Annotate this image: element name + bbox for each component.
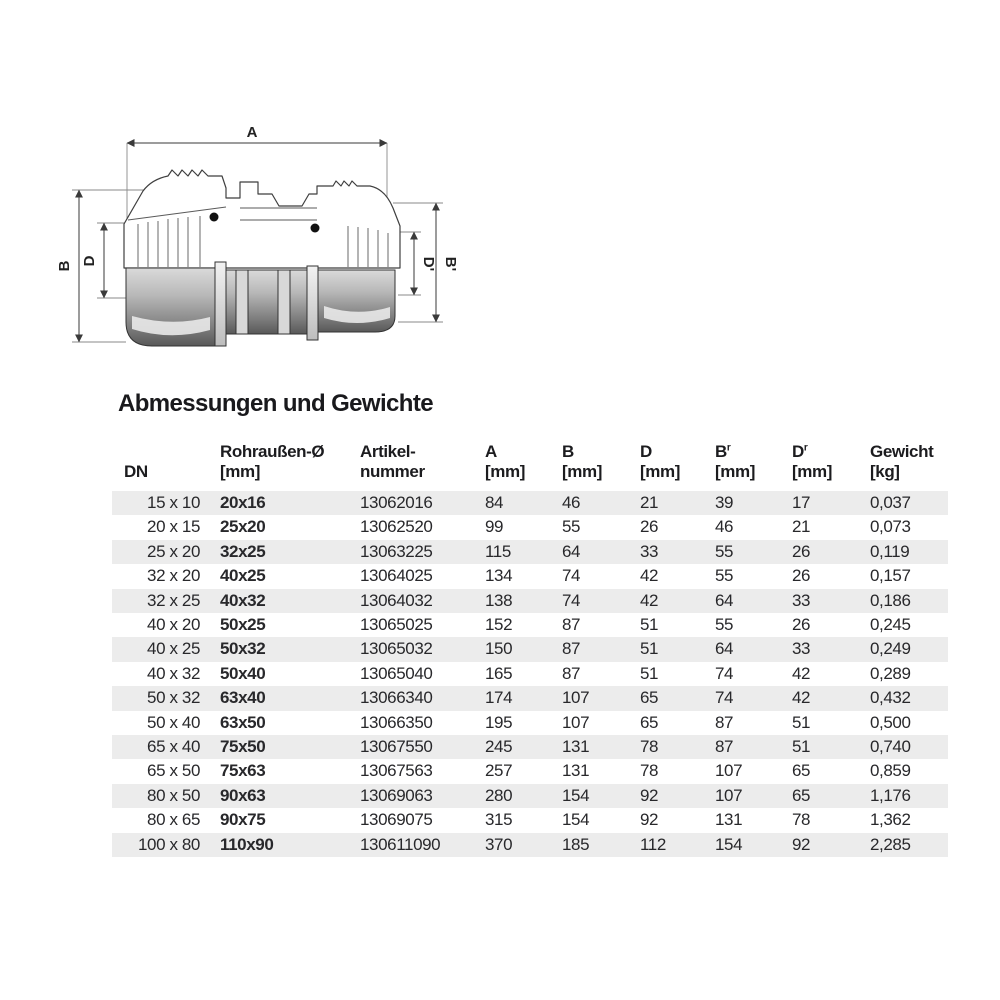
cell-rohraussen-d: 50x40	[220, 663, 266, 683]
dim-label-a: A	[246, 124, 258, 141]
cell-gewicht: 0,249	[870, 639, 911, 659]
cell-b-reduced: 74	[715, 663, 734, 683]
cell-d-reduced: 26	[792, 541, 811, 561]
cell-rohraussen-d: 32x25	[220, 541, 266, 561]
cell-rohraussen-d: 110x90	[220, 834, 274, 854]
table-row	[112, 589, 948, 613]
cell-d: 42	[640, 566, 659, 586]
cell-dn: 40 x 25	[147, 639, 200, 659]
cell-b-reduced: 87	[715, 712, 734, 732]
cell-d: 92	[640, 810, 659, 830]
cell-d: 65	[640, 712, 659, 732]
cell-artikelnummer: 13062016	[360, 493, 433, 512]
col-a: A [mm]	[485, 442, 525, 481]
cell-rohraussen-d: 63x40	[220, 688, 266, 708]
cell-artikelnummer: 130611090	[360, 834, 441, 854]
spec-table-wrap	[112, 442, 948, 857]
cell-a: 99	[485, 517, 504, 537]
dim-label-b-reduced: B'	[442, 256, 459, 272]
cell-dn: 20 x 15	[147, 517, 200, 537]
cell-b-reduced: 74	[715, 688, 734, 708]
cell-d: 21	[640, 493, 659, 512]
cell-gewicht: 0,740	[870, 737, 911, 757]
cell-gewicht: 1,362	[870, 810, 911, 830]
cell-rohraussen-d: 40x32	[220, 590, 266, 610]
cell-dn: 40 x 32	[147, 663, 200, 683]
cell-d-reduced: 92	[792, 834, 811, 854]
cell-a: 84	[485, 493, 504, 512]
table-row	[112, 564, 948, 588]
cell-d-reduced: 26	[792, 566, 811, 586]
table-row	[112, 711, 948, 735]
cell-gewicht: 0,037	[870, 493, 911, 512]
cell-artikelnummer: 13065040	[360, 663, 433, 683]
table-row	[112, 784, 948, 808]
cell-a: 245	[485, 737, 513, 757]
cell-a: 315	[485, 810, 513, 830]
table-row	[112, 662, 948, 686]
cell-dn: 65 x 50	[147, 761, 200, 781]
col-dn: DN	[124, 462, 148, 481]
cell-rohraussen-d: 20x16	[220, 493, 266, 512]
col-artikelnummer: Artikel- nummer	[360, 442, 425, 481]
col-d: D [mm]	[640, 442, 680, 481]
coupling-cross-section	[124, 170, 400, 268]
cell-a: 134	[485, 566, 513, 586]
o-ring-right	[311, 224, 320, 233]
cell-a: 152	[485, 615, 513, 635]
cell-a: 195	[485, 712, 513, 732]
cell-b: 87	[562, 639, 581, 659]
col-b-reduced: $B^r$ [mm]	[715, 442, 755, 481]
cell-rohraussen-d: 25x20	[220, 517, 266, 537]
cell-dn: 65 x 40	[147, 737, 200, 757]
cell-a: 257	[485, 761, 513, 781]
spec-table	[112, 442, 948, 857]
table-row	[112, 833, 948, 857]
cell-rohraussen-d: 50x25	[220, 615, 266, 635]
cell-gewicht: 0,157	[870, 566, 911, 586]
cell-b: 107	[562, 688, 590, 708]
coupling-solid-half	[126, 262, 395, 346]
cell-a: 165	[485, 663, 513, 683]
col-d-reduced: $D^r$ [mm]	[792, 442, 832, 481]
col-rohraussen-d: Rohraußen-Ø [mm]	[220, 442, 325, 481]
cell-dn: 32 x 20	[147, 566, 200, 586]
cell-b: 55	[562, 517, 581, 537]
col-gewicht: Gewicht [kg]	[870, 442, 934, 481]
cell-dn: 15 x 10	[147, 493, 200, 512]
cell-b-reduced: 64	[715, 590, 734, 610]
col-b: B [mm]	[562, 442, 602, 481]
cell-a: 370	[485, 834, 513, 854]
cell-dn: 80 x 65	[147, 810, 200, 830]
table-row	[112, 515, 948, 539]
cell-b: 154	[562, 810, 590, 830]
cell-d-reduced: 17	[792, 493, 811, 512]
cell-d: 78	[640, 761, 659, 781]
section-title: Abmessungen und Gewichte	[118, 390, 433, 417]
cell-d: 65	[640, 688, 659, 708]
cell-d-reduced: 42	[792, 663, 811, 683]
cell-b-reduced: 55	[715, 615, 734, 635]
technical-drawing	[52, 120, 478, 382]
cell-b-reduced: 39	[715, 493, 734, 512]
cell-a: 150	[485, 639, 513, 659]
cell-d: 112	[640, 834, 666, 854]
cell-gewicht: 0,186	[870, 590, 911, 610]
dim-label-d-reduced: D'	[420, 256, 437, 272]
cell-b: 74	[562, 590, 581, 610]
cell-a: 280	[485, 785, 513, 805]
cell-d-reduced: 65	[792, 785, 811, 805]
cell-b-reduced: 46	[715, 517, 734, 537]
cell-b: 107	[562, 712, 590, 732]
cell-artikelnummer: 13069063	[360, 785, 433, 805]
cell-b: 46	[562, 493, 581, 512]
cell-artikelnummer: 13066350	[360, 712, 433, 732]
cell-gewicht: 0,073	[870, 517, 911, 537]
cell-b-reduced: 107	[715, 761, 743, 781]
cell-gewicht: 0,289	[870, 663, 911, 683]
cell-d: 33	[640, 541, 659, 561]
cell-b: 154	[562, 785, 590, 805]
cell-b-reduced: 55	[715, 566, 734, 586]
cell-b: 131	[562, 761, 590, 781]
cell-d-reduced: 65	[792, 761, 811, 781]
table-row	[112, 540, 948, 564]
cell-b-reduced: 107	[715, 785, 743, 805]
cell-d: 51	[640, 663, 659, 683]
cell-b-reduced: 154	[715, 834, 743, 854]
table-row	[112, 808, 948, 832]
dim-label-b: B	[56, 260, 73, 272]
cell-dn: 50 x 40	[147, 712, 200, 732]
cell-b-reduced: 64	[715, 639, 734, 659]
table-row	[112, 686, 948, 710]
cell-a: 174	[485, 688, 513, 708]
cell-d-reduced: 78	[792, 810, 811, 830]
cell-artikelnummer: 13064032	[360, 590, 433, 610]
header-row	[112, 442, 948, 491]
cell-artikelnummer: 13069075	[360, 810, 433, 830]
cell-d-reduced: 33	[792, 590, 811, 610]
cell-d: 92	[640, 785, 659, 805]
cell-d-reduced: 51	[792, 712, 811, 732]
cell-d: 51	[640, 639, 659, 659]
cell-b: 87	[562, 663, 581, 683]
cell-rohraussen-d: 63x50	[220, 712, 266, 732]
cell-d-reduced: 33	[792, 639, 811, 659]
table-row	[112, 613, 948, 637]
cell-dn: 100 x 80	[137, 834, 200, 854]
cell-artikelnummer: 13067550	[360, 737, 433, 757]
cell-rohraussen-d: 40x25	[220, 566, 266, 586]
cell-gewicht: 0,500	[870, 712, 911, 732]
table-row	[112, 759, 948, 783]
cell-artikelnummer: 13066340	[360, 688, 433, 708]
cell-artikelnummer: 13064025	[360, 566, 433, 586]
cell-b: 185	[562, 834, 590, 854]
cell-b-reduced: 87	[715, 737, 734, 757]
cell-dn: 50 x 32	[147, 688, 200, 708]
cell-rohraussen-d: 90x63	[220, 785, 266, 805]
table-body	[112, 491, 948, 857]
cell-d: 42	[640, 590, 659, 610]
table-row	[112, 637, 948, 661]
cell-artikelnummer: 13063225	[360, 541, 433, 561]
cell-rohraussen-d: 90x75	[220, 810, 266, 830]
cell-d-reduced: 42	[792, 688, 811, 708]
cell-gewicht: 0,245	[870, 615, 911, 635]
cell-d-reduced: 26	[792, 615, 811, 635]
dim-label-d: D	[81, 255, 98, 267]
cell-b: 74	[562, 566, 581, 586]
cell-d-reduced: 51	[792, 737, 811, 757]
cell-b: 131	[562, 737, 590, 757]
cell-b: 87	[562, 615, 581, 635]
cell-artikelnummer: 13065032	[360, 639, 433, 659]
cell-rohraussen-d: 75x50	[220, 737, 266, 757]
cell-rohraussen-d: 75x63	[220, 761, 266, 781]
cell-gewicht: 1,176	[870, 785, 911, 805]
table-row	[112, 735, 948, 759]
cell-dn: 80 x 50	[147, 785, 200, 805]
cell-b: 64	[562, 541, 581, 561]
table-row	[112, 491, 948, 515]
cell-b-reduced: 55	[715, 541, 734, 561]
cell-d: 51	[640, 615, 659, 635]
o-ring-left	[210, 213, 219, 222]
cell-gewicht: 0,432	[870, 688, 911, 708]
cell-artikelnummer: 13065025	[360, 615, 433, 635]
cell-artikelnummer: 13062520	[360, 517, 433, 537]
cell-gewicht: 0,119	[870, 541, 910, 561]
cell-gewicht: 0,859	[870, 761, 911, 781]
cell-d: 78	[640, 737, 659, 757]
cell-a: 115	[485, 541, 511, 561]
cell-a: 138	[485, 590, 513, 610]
cell-rohraussen-d: 50x32	[220, 639, 266, 659]
cell-d-reduced: 21	[792, 517, 811, 537]
cell-artikelnummer: 13067563	[360, 761, 433, 781]
cell-dn: 32 x 25	[147, 590, 200, 610]
cell-dn: 40 x 20	[147, 615, 200, 635]
cell-b-reduced: 131	[715, 810, 743, 830]
cell-d: 26	[640, 517, 659, 537]
cell-dn: 25 x 20	[147, 541, 200, 561]
cell-gewicht: 2,285	[870, 834, 911, 854]
